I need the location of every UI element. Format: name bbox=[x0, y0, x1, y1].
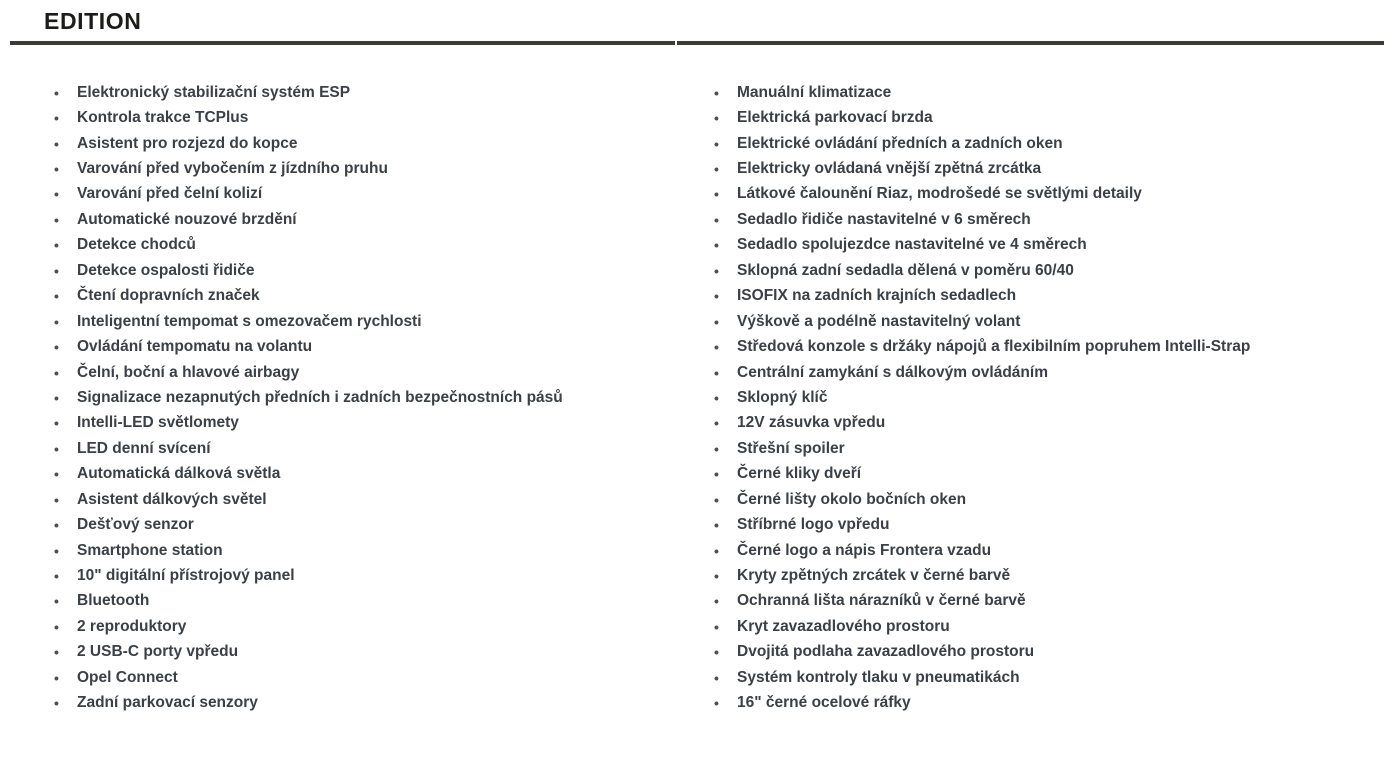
feature-item-label: Sklopný klíč bbox=[737, 388, 828, 406]
list-item bbox=[54, 309, 563, 334]
bullet-icon: • bbox=[54, 644, 59, 661]
bullet-icon: • bbox=[54, 135, 59, 152]
list-item bbox=[714, 80, 1250, 105]
feature-item-label: Kontrola trakce TCPlus bbox=[77, 109, 249, 127]
list-item bbox=[714, 233, 1250, 258]
bullet-icon: • bbox=[714, 211, 719, 228]
title-divider bbox=[10, 41, 1384, 45]
bullet-icon: • bbox=[714, 593, 719, 610]
list-item bbox=[714, 284, 1250, 309]
bullet-icon: • bbox=[714, 644, 719, 661]
feature-item-label: Elektronický stabilizační systém ESP bbox=[77, 83, 351, 101]
list-item bbox=[54, 411, 563, 436]
list-item bbox=[54, 80, 563, 105]
feature-item-label: Opel Connect bbox=[77, 668, 178, 686]
feature-item-label: Černé kliky dveří bbox=[737, 465, 862, 483]
feature-item-label: Elektricky ovládaná vnější zpětná zrcátka bbox=[737, 160, 1042, 178]
list-item bbox=[714, 411, 1250, 436]
feature-item-label: Čtení dopravních značek bbox=[77, 287, 260, 305]
list-item bbox=[54, 462, 563, 487]
feature-item-label: Intelli-LED světlomety bbox=[77, 414, 239, 432]
list-item bbox=[54, 360, 563, 385]
list-item bbox=[54, 131, 563, 156]
feature-item-label: Zadní parkovací senzory bbox=[77, 694, 258, 712]
feature-item-label: Dešťový senzor bbox=[77, 516, 194, 534]
bullet-icon: • bbox=[714, 84, 719, 101]
bullet-icon: • bbox=[54, 695, 59, 712]
list-item bbox=[54, 665, 563, 690]
list-item bbox=[714, 182, 1250, 207]
bullet-icon: • bbox=[714, 517, 719, 534]
bullet-icon: • bbox=[714, 695, 719, 712]
bullet-icon: • bbox=[714, 288, 719, 305]
bullet-icon: • bbox=[714, 135, 719, 152]
bullet-icon: • bbox=[714, 618, 719, 635]
list-item bbox=[54, 436, 563, 461]
feature-item-label: Dvojitá podlaha zavazadlového prostoru bbox=[737, 643, 1035, 661]
feature-item-label: Střešní spoiler bbox=[737, 439, 845, 457]
divider-segment-left bbox=[10, 41, 675, 45]
bullet-icon: • bbox=[54, 364, 59, 381]
feature-item-label: 16" černé ocelové ráfky bbox=[737, 694, 911, 712]
list-item bbox=[714, 512, 1250, 537]
bullet-icon: • bbox=[54, 618, 59, 635]
bullet-icon: • bbox=[54, 262, 59, 279]
bullet-icon: • bbox=[714, 161, 719, 178]
bullet-icon: • bbox=[54, 84, 59, 101]
bullet-icon: • bbox=[54, 415, 59, 432]
bullet-icon: • bbox=[54, 313, 59, 330]
feature-item-label: Ochranná lišta nárazníků v černé barvě bbox=[737, 592, 1026, 610]
list-item bbox=[54, 334, 563, 359]
feature-item-label: Kryt zavazadlového prostoru bbox=[737, 617, 950, 635]
feature-item-label: LED denní svícení bbox=[77, 439, 211, 457]
list-item bbox=[54, 640, 563, 665]
feature-item-label: Detekce ospalosti řidiče bbox=[77, 261, 255, 279]
bullet-icon: • bbox=[714, 262, 719, 279]
list-item bbox=[714, 589, 1250, 614]
bullet-icon: • bbox=[714, 313, 719, 330]
bullet-icon: • bbox=[714, 466, 719, 483]
bullet-icon: • bbox=[714, 237, 719, 254]
bullet-icon: • bbox=[714, 415, 719, 432]
bullet-icon: • bbox=[714, 542, 719, 559]
feature-item-label: Černé lišty okolo bočních oken bbox=[737, 490, 967, 508]
list-item bbox=[714, 207, 1250, 232]
list-item bbox=[54, 385, 563, 410]
list-item bbox=[714, 156, 1250, 181]
feature-item-label: 2 reproduktory bbox=[77, 617, 187, 635]
feature-item-label: Automatická dálková světla bbox=[77, 465, 281, 483]
feature-item-label: Látkové čalounění Riaz, modrošedé se světlými detaily bbox=[737, 185, 1142, 203]
bullet-icon: • bbox=[714, 568, 719, 585]
feature-item-label: Elektrické ovládání předních a zadních oken bbox=[737, 134, 1063, 152]
list-item bbox=[54, 563, 563, 588]
list-item bbox=[714, 258, 1250, 283]
feature-item-label: Ovládání tempomatu na volantu bbox=[77, 338, 313, 356]
feature-item-label: Čelní, boční a hlavové airbagy bbox=[77, 363, 300, 381]
bullet-icon: • bbox=[714, 669, 719, 686]
list-item bbox=[714, 665, 1250, 690]
bullet-icon: • bbox=[54, 339, 59, 356]
list-item bbox=[54, 207, 563, 232]
list-item bbox=[54, 538, 563, 563]
bullet-icon: • bbox=[54, 186, 59, 203]
list-item bbox=[714, 309, 1250, 334]
feature-item-label: Varování před vybočením z jízdního pruhu bbox=[77, 160, 388, 178]
list-item bbox=[54, 105, 563, 130]
feature-item-label: Asistent pro rozjezd do kopce bbox=[77, 134, 298, 152]
feature-item-label: Černé logo a nápis Frontera vzadu bbox=[737, 541, 992, 559]
list-item bbox=[54, 691, 563, 716]
feature-item-label: Systém kontroly tlaku v pneumatikách bbox=[737, 668, 1020, 686]
bullet-icon: • bbox=[54, 491, 59, 508]
bullet-icon: • bbox=[714, 339, 719, 356]
list-item bbox=[54, 156, 563, 181]
feature-item-label: Detekce chodců bbox=[77, 236, 196, 254]
bullet-icon: • bbox=[54, 211, 59, 228]
list-item bbox=[714, 436, 1250, 461]
bullet-icon: • bbox=[714, 186, 719, 203]
list-item bbox=[54, 589, 563, 614]
bullet-icon: • bbox=[54, 593, 59, 610]
feature-item-label: ISOFIX na zadních krajních sedadlech bbox=[737, 287, 1017, 305]
bullet-icon: • bbox=[54, 466, 59, 483]
list-item bbox=[714, 131, 1250, 156]
feature-item-label: Varování před čelní kolizí bbox=[77, 185, 263, 203]
list-item bbox=[714, 105, 1250, 130]
feature-item-label: 10" digitální přístrojový panel bbox=[77, 567, 295, 585]
list-item bbox=[54, 182, 563, 207]
list-item bbox=[714, 462, 1250, 487]
page-title: EDITION bbox=[44, 8, 142, 34]
bullet-icon: • bbox=[54, 389, 59, 406]
feature-item-label: Stříbrné logo vpředu bbox=[737, 516, 890, 534]
feature-item-label: Signalizace nezapnutých předních i zadních bezpečnostních pásů bbox=[77, 388, 563, 406]
list-item bbox=[54, 233, 563, 258]
list-item bbox=[54, 614, 563, 639]
bullet-icon: • bbox=[54, 237, 59, 254]
feature-item-label: Centrální zamykání s dálkovým ovládáním bbox=[737, 363, 1048, 381]
feature-list-right bbox=[714, 80, 1250, 716]
bullet-icon: • bbox=[714, 389, 719, 406]
feature-item-label: 12V zásuvka vpředu bbox=[737, 414, 886, 432]
bullet-icon: • bbox=[54, 517, 59, 534]
bullet-icon: • bbox=[714, 110, 719, 127]
bullet-icon: • bbox=[714, 364, 719, 381]
list-item bbox=[714, 691, 1250, 716]
feature-item-label: Sklopná zadní sedadla dělená v poměru 60/40 bbox=[737, 261, 1074, 279]
feature-item-label: Smartphone station bbox=[77, 541, 223, 559]
bullet-icon: • bbox=[54, 288, 59, 305]
bullet-icon: • bbox=[54, 568, 59, 585]
feature-item-label: Manuální klimatizace bbox=[737, 83, 892, 101]
feature-item-label: Automatické nouzové brzdění bbox=[77, 210, 297, 228]
bullet-icon: • bbox=[54, 440, 59, 457]
list-item bbox=[54, 284, 563, 309]
list-item bbox=[54, 258, 563, 283]
feature-item-label: Výškově a podélně nastavitelný volant bbox=[737, 312, 1021, 330]
bullet-icon: • bbox=[714, 491, 719, 508]
list-item bbox=[714, 385, 1250, 410]
feature-item-label: Kryty zpětných zrcátek v černé barvě bbox=[737, 567, 1011, 585]
bullet-icon: • bbox=[714, 440, 719, 457]
feature-item-label: Bluetooth bbox=[77, 592, 150, 610]
list-item bbox=[714, 563, 1250, 588]
divider-segment-right bbox=[677, 41, 1384, 45]
list-item bbox=[54, 487, 563, 512]
list-item bbox=[714, 640, 1250, 665]
bullet-icon: • bbox=[54, 110, 59, 127]
list-item bbox=[714, 614, 1250, 639]
list-item bbox=[714, 334, 1250, 359]
list-item bbox=[714, 538, 1250, 563]
feature-list-left bbox=[54, 80, 563, 716]
feature-item-label: Inteligentní tempomat s omezovačem rychlosti bbox=[77, 312, 422, 330]
list-item bbox=[54, 512, 563, 537]
feature-item-label: Sedadlo řidiče nastavitelné v 6 směrech bbox=[737, 210, 1031, 228]
feature-item-label: 2 USB-C porty vpředu bbox=[77, 643, 239, 661]
list-item bbox=[714, 360, 1250, 385]
bullet-icon: • bbox=[54, 161, 59, 178]
feature-item-label: Středová konzole s držáky nápojů a flexibilním popruhem Intelli-Strap bbox=[737, 338, 1251, 356]
feature-item-label: Asistent dálkových světel bbox=[77, 490, 267, 508]
list-item bbox=[714, 487, 1250, 512]
bullet-icon: • bbox=[54, 669, 59, 686]
bullet-icon: • bbox=[54, 542, 59, 559]
feature-item-label: Elektrická parkovací brzda bbox=[737, 109, 933, 127]
feature-item-label: Sedadlo spolujezdce nastavitelné ve 4 směrech bbox=[737, 236, 1087, 254]
